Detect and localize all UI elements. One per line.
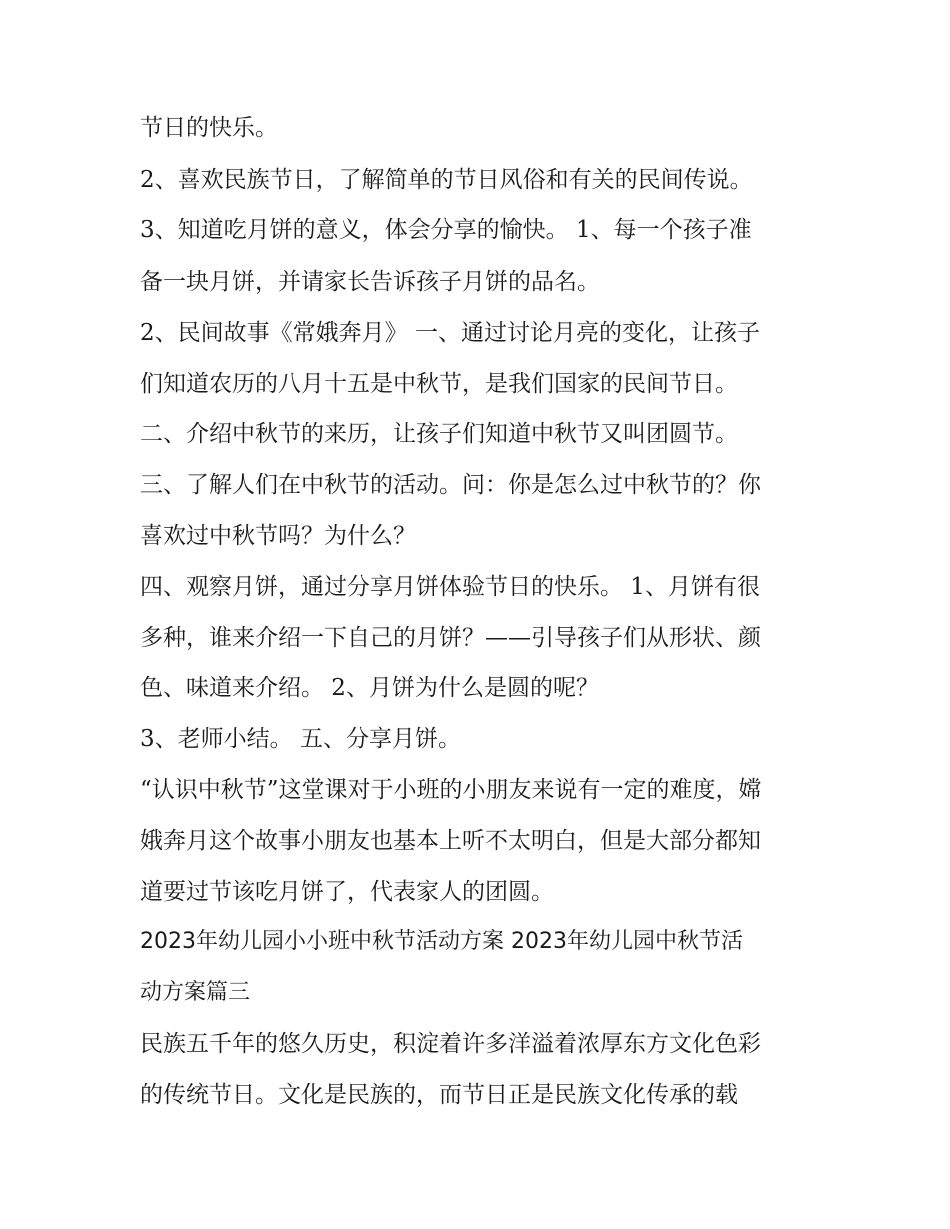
text-line-11: 多种，谁来介绍一下自己的月饼？——引导孩子们从形状、颜 xyxy=(140,625,761,651)
text-line-16: 道要过节该吃月饼了，代表家人的团圆。 xyxy=(140,879,554,905)
text-line-4: 备一块月饼，并请家长告诉孩子月饼的品名。 xyxy=(140,269,600,295)
section-heading-line-1: 2023年幼儿园小小班中秋节活动方案 2023年幼儿园中秋节活 xyxy=(140,929,743,954)
text-line-8: 三、了解人们在中秋节的活动。问：你是怎么过中秋节的？你 xyxy=(140,472,761,498)
text-line-1: 节日的快乐。 xyxy=(140,115,278,141)
text-line-3: 3、知道吃月饼的意义，体会分享的愉快。 1、每一个孩子准 xyxy=(140,217,752,243)
text-line-12: 色、味道来介绍。 2、月饼为什么是圆的呢？ xyxy=(140,675,599,701)
text-line-9: 喜欢过中秋节吗？为什么？ xyxy=(140,523,416,549)
text-line-15: 娥奔月这个故事小朋友也基本上听不太明白，但是大部分都知 xyxy=(140,828,761,854)
text-line-14: “认识中秋节”这堂课对于小班的小朋友来说有一定的难度，嫦 xyxy=(140,777,762,803)
text-line-13: 3、老师小结。 五、分享月饼。 xyxy=(140,726,461,752)
text-line-19: 民族五千年的悠久历史，积淀着许多洋溢着浓厚东方文化色彩 xyxy=(140,1031,761,1057)
text-line-20: 的传统节日。文化是民族的，而节日正是民族文化传承的载 xyxy=(140,1082,738,1108)
text-line-7: 二、介绍中秋节的来历，让孩子们知道中秋节又叫团圆节。 xyxy=(140,421,738,447)
text-line-10: 四、观察月饼，通过分享月饼体验节日的快乐。 1、月饼有很 xyxy=(140,574,760,600)
section-heading-line-2: 动方案篇三 xyxy=(140,980,251,1005)
text-line-2: 2、喜欢民族节日，了解简单的节日风俗和有关的民间传说。 xyxy=(140,167,753,193)
text-line-6: 们知道农历的八月十五是中秋节，是我们国家的民间节日。 xyxy=(140,371,738,397)
text-line-5: 2、民间故事《常娥奔月》 一、通过讨论月亮的变化，让孩子 xyxy=(140,320,760,346)
